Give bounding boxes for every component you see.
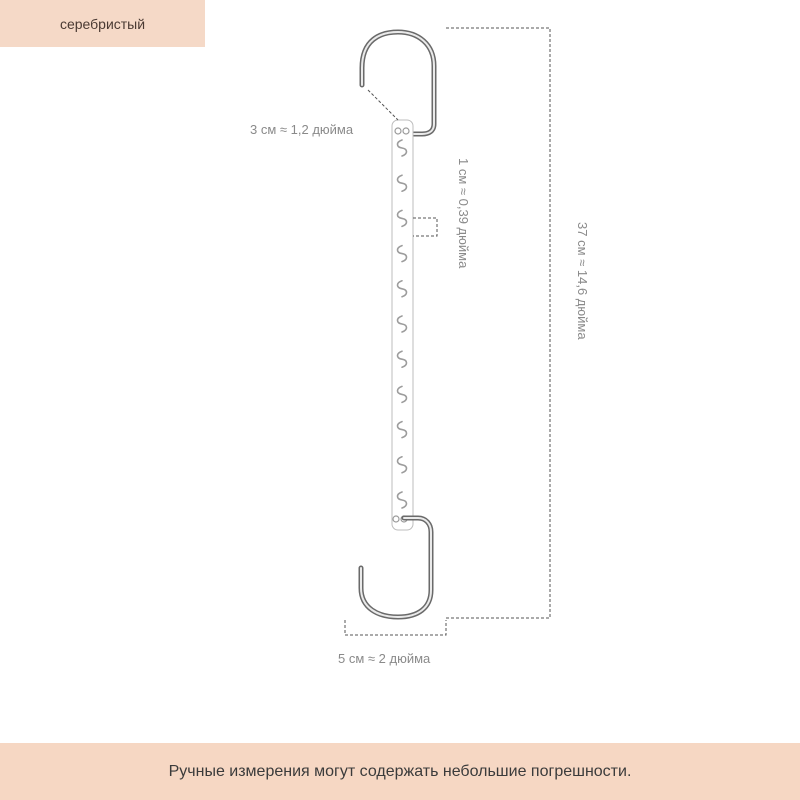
disclaimer-text: Ручные измерения могут содержать небольшие погрешности. (168, 762, 632, 780)
hook-width-leader (368, 90, 398, 120)
top-hook (362, 32, 434, 134)
color-variant-label: серебристый (59, 15, 146, 32)
bottom-hook (361, 518, 431, 617)
total-length-label: 37 см ≈ 14,6 дюйма (575, 222, 590, 340)
total-length-bracket (446, 28, 550, 618)
disclaimer-banner (0, 743, 800, 800)
bottom-hook-width-label: 5 см ≈ 2 дюйма (338, 651, 431, 666)
slot-spacing-label: 1 см ≈ 0,39 дюйма (456, 158, 471, 269)
bottom-hook-width-bracket (345, 620, 446, 635)
hook-width-label: 3 см ≈ 1,2 дюйма (250, 122, 354, 137)
hanger-bar (392, 120, 413, 530)
slot-spacing-bracket (413, 218, 437, 236)
